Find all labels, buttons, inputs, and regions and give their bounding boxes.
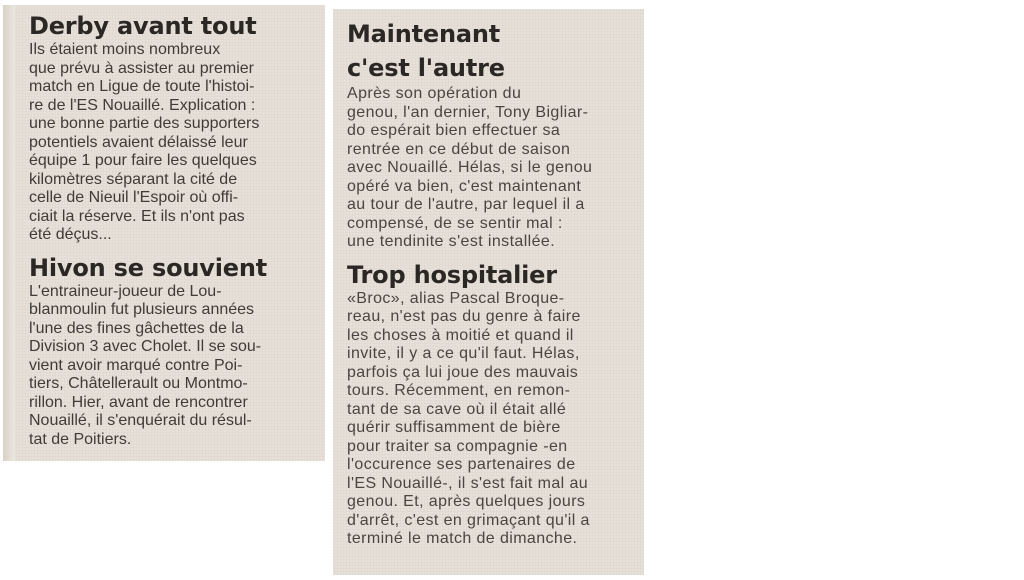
right-newspaper-clipping <box>333 9 644 575</box>
paper-fold-edge <box>3 5 15 461</box>
headline-derby-avant-tout: Derby avant tout <box>29 12 257 40</box>
article-body-trop-hospitalier: «Broc», alias Pascal Broque- reau, n'est pas du genre à faire les choses à moitié et quand il invite, il y a ce qu'il faut. Hélas, parfois ça lui joue des mauvais tours. Récemment, en remon- tant de sa cave où il était allé quérir suffisamment de bière pour traiter sa compagnie -en l'occurence ses partenaires de l'ES Nouaillé-, il s'est fait mal au genou. Et, après quelques jours d'arrêt, c'est en grimaçant qu'il a terminé le match de dimanche. <box>347 289 590 547</box>
article-body-maintenant: Après son opération du genou, l'an dernier, Tony Bigliar- do espérait bien effectuer sa rentrée en ce début de saison avec Nouaillé. Hélas, si le genou opéré va bien, c'est maintenant au tour de l'autre, par lequel il a compensé, de se sentir mal : une tendinite s'est installée. <box>347 85 593 250</box>
headline-hivon-se-souvient: Hivon se souvient <box>29 253 267 282</box>
left-newspaper-clipping <box>3 5 325 461</box>
headline-maintenant-line2: c'est l'autre <box>347 54 505 82</box>
headline-maintenant-line1: Maintenant <box>347 20 500 48</box>
article-body-derby: Ils étaient moins nombreux que prévu à assister au premier match en Ligue de toute l'histoi- re de l'ES Nouaillé. Explication : une bonne partie des supporters potentiels avaient délaissé leur équipe 1 pour faire les quelques kilomètres séparant la cité de celle de Nieuil l'Espoir où offi- ciait la réserve. Et ils n'ont pas été déçus... <box>29 41 260 243</box>
headline-trop-hospitalier: Trop hospitalier <box>347 260 557 289</box>
article-body-hivon: L'entraineur-joueur de Lou- blanmoulin fut plusieurs années l'une des fines gâchettes de la Division 3 avec Cholet. Il se sou- vient avoir marqué contre Poi- tiers, Châtellerault ou Montmo- rillon. Hier, avant de rencontrer Nouaillé, il s'enquérait du résul- tat de Poitiers. <box>29 282 262 448</box>
